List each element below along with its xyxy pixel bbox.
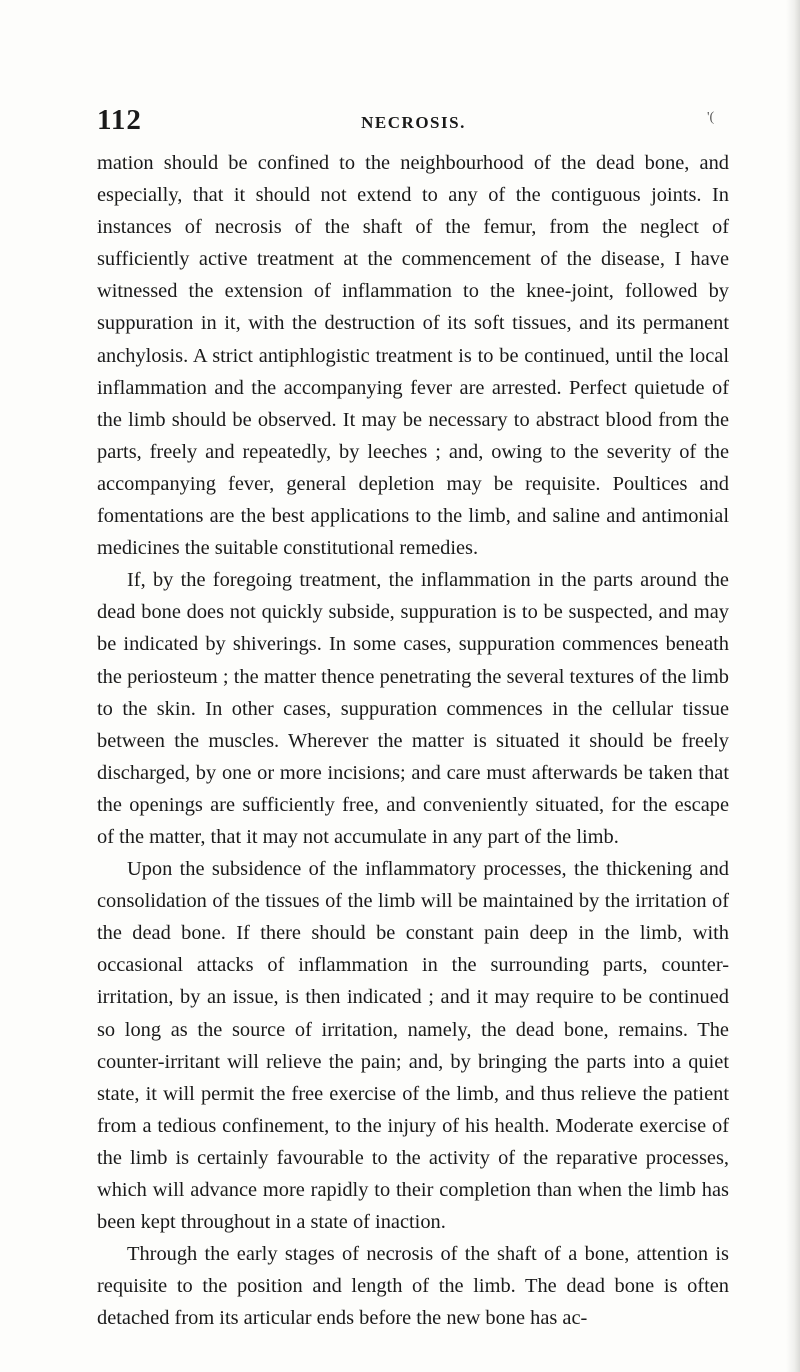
page-number: 112 <box>97 104 142 136</box>
running-head: NECROSIS. <box>361 113 466 132</box>
page-header <box>97 104 730 144</box>
paragraph-2: If, by the foregoing treatment, the inflammation in the parts around the dead bone does not quickly subside, suppuration is to be suspected, and may be indicated by shiverings. In some cases, suppuration commences beneath the periosteum ; the matter thence penetrating the several textures of the limb to the skin. In other cases, suppuration commences in the cellular tissue between the muscles. Wherever the matter is situated it should be freely discharged, by one or more incisions; and care must afterwards be taken that the openings are sufficiently free, and conveniently situated, for the escape of the matter, that it may not accumulate in any part of the limb. <box>97 569 729 848</box>
paragraph-1: mation should be confined to the neighbourhood of the dead bone, and especially, that it should not extend to any of the contiguous joints. In instances of necrosis of the shaft of the femur, from the neglect of sufficiently active treatment at the commencement of the disease, I have witnessed the extension of inflammation to the knee-joint, followed by suppuration in it, with the destruction of its soft tissues, and its permanent anchylosis. A strict antiphlogistic treatment is to be continued, until the local inflammation and the accompanying fever are arrested. Perfect quietude of the limb should be observed. It may be necessary to abstract blood from the parts, freely and repeatedly, by leeches ; and, owing to the severity of the accompanying fever, general depletion may be requisite. Poultices and fomentations are the best applications to the limb, and saline and antimonial medicines the suitable constitutional remedies. <box>97 152 729 560</box>
body-text <box>97 147 729 1334</box>
paragraph-3: Upon the subsidence of the inflammatory processes, the thickening and consolidation of the tissues of the limb will be maintained by the irritation of the dead bone. If there should be constant pain deep in the limb, with occasional attacks of inflammation in the surrounding parts, counter-irritation, by an issue, is then indicated ; and it may require to be continued so long as the source of irritation, namely, the dead bone, remains. The counter-irritant will relieve the pain; and, by bringing the parts into a quiet state, it will permit the free exercise of the limb, and thus relieve the patient from a tedious confinement, to the injury of his health. Moderate exercise of the limb is certainly favourable to the activity of the reparative processes, which will advance more rapidly to their completion than when the limb has been kept throughout in a state of inaction. <box>97 858 729 1234</box>
paragraph-4: Through the early stages of necrosis of the shaft of a bone, attention is requisite to the position and length of the limb. The dead bone is often detached from its articular ends before the new bone has ac- <box>97 1243 729 1330</box>
header-mark: '( <box>707 110 715 125</box>
page-edge-shadow <box>786 0 800 1372</box>
